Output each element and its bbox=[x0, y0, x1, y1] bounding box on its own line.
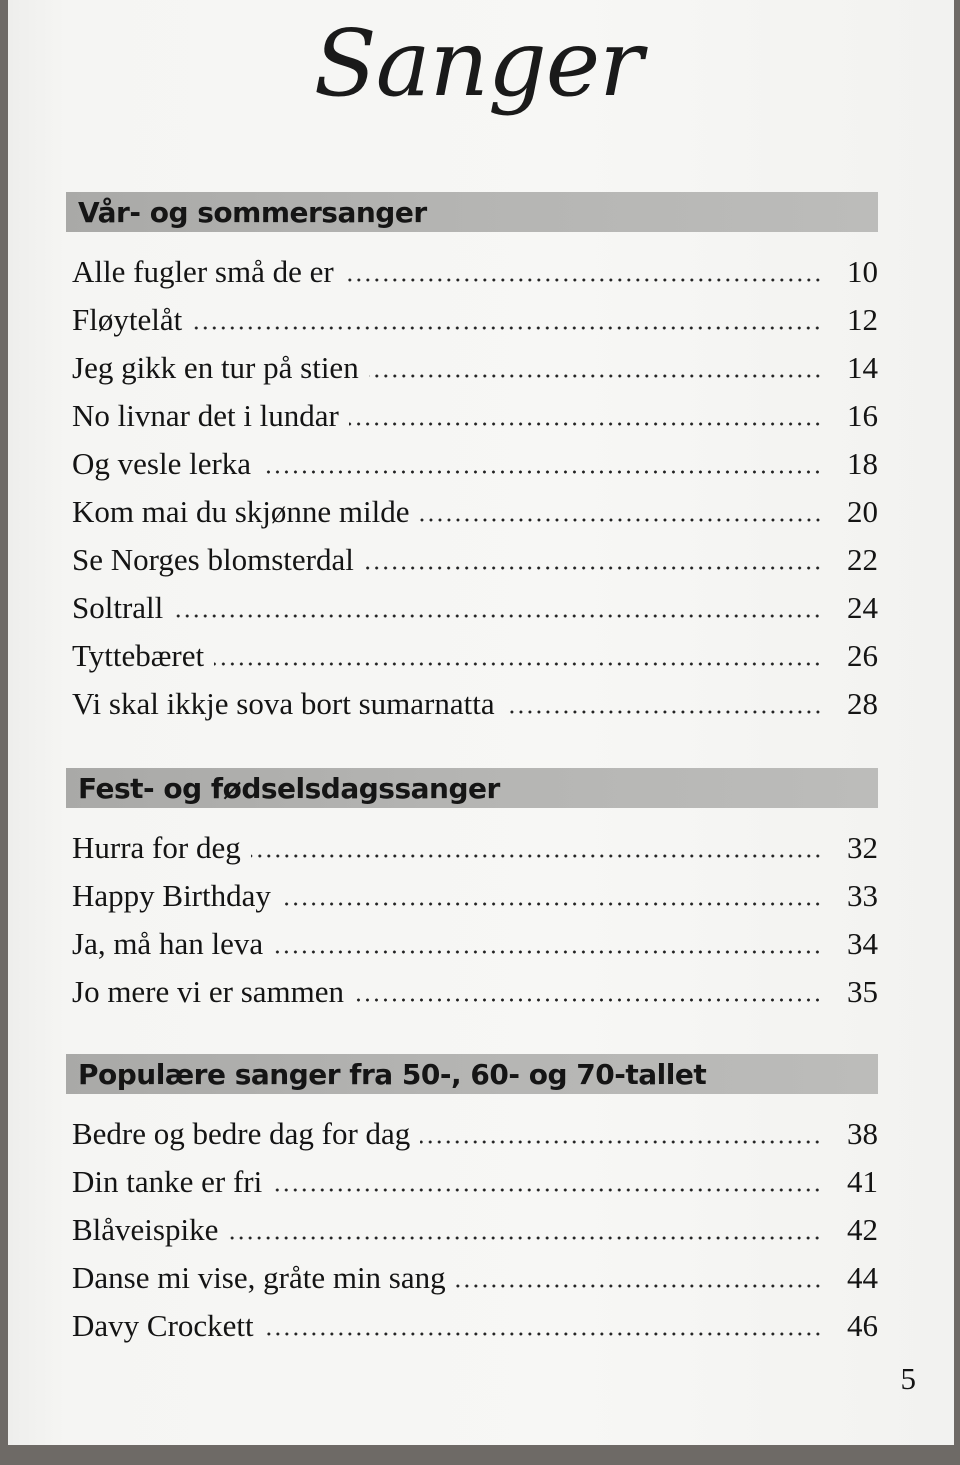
entry-title: Happy Birthday bbox=[72, 878, 271, 913]
entry-title: Alle fugler små de er bbox=[72, 254, 334, 289]
entry-title: Kom mai du skjønne milde bbox=[72, 494, 410, 529]
entry-page: 44 bbox=[847, 1260, 878, 1295]
entry-title: Se Norges blomsterdal bbox=[72, 542, 354, 577]
leader-dots bbox=[173, 613, 822, 619]
leader-dots bbox=[272, 1187, 822, 1193]
toc-entry[interactable] bbox=[66, 680, 878, 728]
leader-dots bbox=[456, 1283, 822, 1289]
toc-entry[interactable] bbox=[66, 920, 878, 968]
entry-title: Hurra for deg bbox=[72, 830, 241, 865]
entry-title: Soltrall bbox=[72, 590, 164, 625]
section-heading: Vår- og sommersanger bbox=[66, 192, 878, 232]
leader-dots bbox=[214, 661, 822, 667]
entry-page: 28 bbox=[847, 686, 878, 721]
entry-page: 41 bbox=[847, 1164, 878, 1199]
leader-dots bbox=[344, 277, 822, 283]
leader-dots bbox=[349, 421, 822, 427]
leader-dots bbox=[420, 1139, 822, 1145]
entry-title: Blåveispike bbox=[72, 1212, 219, 1247]
entry-page: 12 bbox=[847, 302, 878, 337]
entry-title: Fløytelåt bbox=[72, 302, 183, 337]
entry-title: Ja, må han leva bbox=[72, 926, 264, 961]
toc-entry[interactable] bbox=[66, 536, 878, 584]
toc-entry[interactable] bbox=[66, 1158, 878, 1206]
toc-entry[interactable] bbox=[66, 488, 878, 536]
section-spring-summer bbox=[66, 192, 878, 728]
entry-title: Og vesle lerka bbox=[72, 446, 252, 481]
section-party-birthday bbox=[66, 768, 878, 1016]
leader-dots bbox=[251, 853, 822, 859]
entry-title: Davy Crockett bbox=[72, 1308, 254, 1343]
entry-title: Bedre og bedre dag for dag bbox=[72, 1116, 411, 1151]
entry-page: 16 bbox=[847, 398, 878, 433]
toc-entry[interactable] bbox=[66, 1206, 878, 1254]
section-heading: Populære sanger fra 50-, 60- og 70-tallet bbox=[66, 1054, 878, 1094]
toc-entry[interactable] bbox=[66, 440, 878, 488]
toc-entry[interactable] bbox=[66, 296, 878, 344]
leader-dots bbox=[192, 325, 822, 331]
entry-title: Din tanke er fri bbox=[72, 1164, 263, 1199]
toc-entry[interactable] bbox=[66, 584, 878, 632]
entry-page: 26 bbox=[847, 638, 878, 673]
entry-page: 22 bbox=[847, 542, 878, 577]
toc-entry[interactable] bbox=[66, 1302, 878, 1350]
toc-entry[interactable] bbox=[66, 872, 878, 920]
toc-entry[interactable] bbox=[66, 1110, 878, 1158]
entry-page: 33 bbox=[847, 878, 878, 913]
entry-page: 24 bbox=[847, 590, 878, 625]
toc-entry[interactable] bbox=[66, 632, 878, 680]
entry-page: 35 bbox=[847, 974, 878, 1009]
toc-entry[interactable] bbox=[66, 392, 878, 440]
page-title: Sanger bbox=[313, 10, 643, 117]
leader-dots bbox=[264, 1331, 822, 1337]
leader-dots bbox=[354, 997, 822, 1003]
section-popular-songs bbox=[66, 1054, 878, 1350]
entry-page: 46 bbox=[847, 1308, 878, 1343]
entry-title: Jo mere vi er sammen bbox=[72, 974, 345, 1009]
entry-title: Vi skal ikkje sova bort sumarnatta bbox=[72, 686, 495, 721]
leader-dots bbox=[364, 565, 822, 571]
entry-page: 38 bbox=[847, 1116, 878, 1151]
entry-page: 18 bbox=[847, 446, 878, 481]
book-page bbox=[8, 0, 954, 1445]
leader-dots bbox=[505, 709, 822, 715]
entry-page: 42 bbox=[847, 1212, 878, 1247]
toc-entry[interactable] bbox=[66, 344, 878, 392]
leader-dots bbox=[420, 517, 822, 523]
toc-entry[interactable] bbox=[66, 968, 878, 1016]
leader-dots bbox=[228, 1235, 822, 1241]
leader-dots bbox=[281, 901, 822, 907]
entry-page: 14 bbox=[847, 350, 878, 385]
section-heading: Fest- og fødselsdagssanger bbox=[66, 768, 878, 808]
page-number: 5 bbox=[900, 1361, 916, 1396]
entry-page: 20 bbox=[847, 494, 878, 529]
entry-title: No livnar det i lundar bbox=[72, 398, 339, 433]
toc-entry[interactable] bbox=[66, 824, 878, 872]
entry-page: 34 bbox=[847, 926, 878, 961]
leader-dots bbox=[369, 373, 822, 379]
entry-page: 10 bbox=[847, 254, 878, 289]
leader-dots bbox=[261, 469, 822, 475]
entry-title: Danse mi vise, gråte min sang bbox=[72, 1260, 446, 1295]
entry-page: 32 bbox=[847, 830, 878, 865]
toc-entry[interactable] bbox=[66, 248, 878, 296]
leader-dots bbox=[273, 949, 822, 955]
entry-title: Tyttebæret bbox=[72, 638, 205, 673]
toc-entry[interactable] bbox=[66, 1254, 878, 1302]
entry-title: Jeg gikk en tur på stien bbox=[72, 350, 359, 385]
